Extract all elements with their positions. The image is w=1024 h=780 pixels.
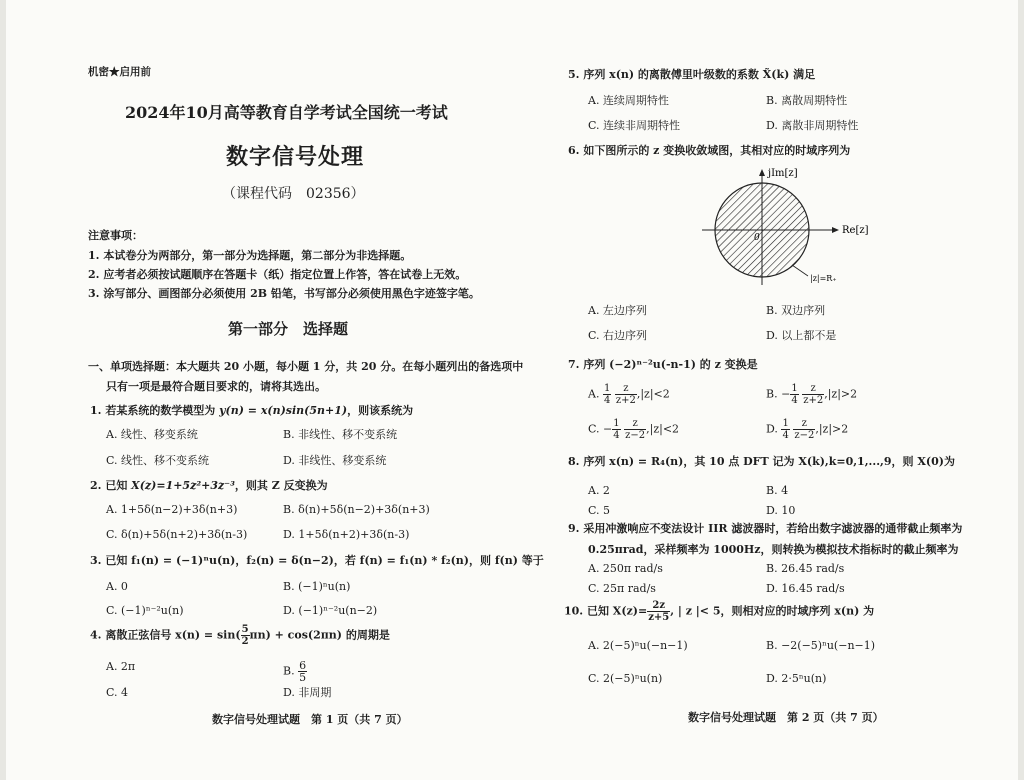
q4-option-c: C. 4 [106, 686, 129, 699]
question-6-stem: 6. 如下图所示的 z 变换收敛域图，其相对应的时域序列为 [568, 144, 851, 157]
q7-option-d: D. $\frac{1}{4}$ $\frac{z}{z-2}$ ,|z|>2 [766, 418, 849, 441]
q7-option-b: B. − $\frac{1}{4}$ $\frac{z}{z+2}$ ,|z|>2 [766, 383, 858, 406]
question-2-stem: 2. 已知 X(z)=1+5z²+3z⁻³，则其 Z 反变换为 [90, 479, 328, 492]
question-3-stem: 3. 已知 f₁(n) = (−1)ⁿu(n)，f₂(n) = δ(n−2)，若 f(n) = f₁(n) * f₂(n)，则 f(n) 等于 [90, 554, 544, 567]
subject-title: 数字信号处理 [226, 144, 365, 170]
confidential-mark: 机密★启用前 [88, 66, 151, 78]
q6-option-d: D. 以上都不是 [766, 329, 837, 342]
q2-option-b: B. δ(n)+5δ(n−2)+3δ(n+3) [283, 503, 430, 516]
notes-title: 注意事项： [88, 229, 143, 242]
page-1-footer: 数字信号处理试题 第 1 页（共 7 页） [212, 713, 408, 726]
q8-option-c: C. 5 [588, 504, 611, 517]
q7-option-a: A. $\frac{1}{4}$ $\frac{z}{z+2}$ ,|z|<2 [588, 383, 670, 406]
q8-option-b: B. 4 [766, 484, 789, 497]
part-title: 第一部分 选择题 [228, 320, 349, 338]
q10-option-b: B. −2(−5)ⁿu(−n−1) [766, 639, 876, 652]
page-2-footer: 数字信号处理试题 第 2 页（共 7 页） [688, 711, 884, 724]
q8-option-a: A. 2 [588, 484, 610, 497]
note-item: 3. 涂写部分、画图部分必须使用 2B 铅笔，书写部分必须使用黑色字迹签字笔。 [88, 287, 480, 300]
q1-option-b: B. 非线性、移不变系统 [283, 428, 398, 441]
q3-option-d: D. (−1)ⁿ⁻²u(n−2) [283, 604, 378, 617]
q5-option-d: D. 离散非周期特性 [766, 119, 859, 132]
question-9-stem: 9. 采用冲激响应不变法设计 IIR 滤波器时，若给出数字滤波器的通带截止频率为 [568, 522, 963, 535]
question-9-stem-cont: 0.25πrad，采样频率为 1000Hz，则转换为模拟技术指标时的截止频率为 [588, 543, 959, 556]
q6-option-a: A. 左边序列 [588, 304, 647, 317]
note-item: 1. 本试卷分为两部分，第一部分为选择题，第二部分为非选择题。 [88, 249, 412, 262]
q8-option-d: D. 10 [766, 504, 796, 517]
q4-option-b: B. $\frac{6}{5}$ [283, 659, 307, 684]
q2-option-a: A. 1+5δ(n−2)+3δ(n+3) [106, 503, 238, 516]
page-2 [512, 0, 1024, 780]
q6-option-b: B. 双边序列 [766, 304, 826, 317]
question-7-stem: 7. 序列 (−2)ⁿ⁻²u(-n-1) 的 z 变换是 [568, 358, 758, 371]
origin-label: 0 [754, 233, 760, 243]
q10-option-d: D. 2·5ⁿu(n) [766, 672, 827, 685]
question-5-stem: 5. 序列 x(n) 的离散傅里叶级数的系数 X̃(k) 满足 [568, 68, 816, 81]
q6-option-c: C. 右边序列 [588, 329, 648, 342]
q2-option-d: D. 1+5δ(n+2)+3δ(n-3) [283, 528, 410, 541]
q9-option-d: D. 16.45 rad/s [766, 582, 845, 595]
q5-option-a: A. 连续周期特性 [588, 94, 669, 107]
q5-option-b: B. 离散周期特性 [766, 94, 848, 107]
question-10-stem: 10. 已知 X(z)= $\frac{2z}{z+5}$ , | z |< 5，则相对应的时域序列 x(n) 为 [564, 600, 875, 623]
q1-option-a: A. 线性、移变系统 [106, 428, 198, 441]
q2-option-c: C. δ(n)+5δ(n+2)+3δ(n-3) [106, 528, 248, 541]
q9-option-c: C. 25π rad/s [588, 582, 656, 595]
radius-label: |z|=R₊ [810, 274, 837, 283]
question-4-stem: 4. 离散正弦信号 x(n) = sin( $\frac{5}{2}$ πn) + cos(2πn) 的周期是 [90, 624, 390, 647]
radius-leader [792, 265, 808, 276]
q9-option-a: A. 250π rad/s [588, 562, 663, 575]
q1-option-c: C. 线性、移不变系统 [106, 454, 210, 467]
q3-option-c: C. (−1)ⁿ⁻²u(n) [106, 604, 184, 617]
course-code: （课程代码 02356） [222, 186, 365, 202]
question-8-stem: 8. 序列 x(n) = R₄(n)，其 10 点 DFT 记为 X(k),k=0,1,...,9，则 X(0)为 [568, 455, 955, 468]
q4-option-a: A. 2π [106, 660, 136, 673]
q5-option-c: C. 连续非周期特性 [588, 119, 681, 132]
q3-option-a: A. 0 [106, 580, 128, 593]
section-intro: 一、单项选择题：本大题共 20 小题，每小题 1 分，共 20 分。在每小题列出的备选项中 [88, 360, 524, 373]
question-1-stem: 1. 若某系统的数学模型为 y(n) = x(n)sin(5n+1)，则该系统为 [90, 404, 414, 417]
q10-option-a: A. 2(−5)ⁿu(−n−1) [588, 639, 688, 652]
q9-option-b: B. 26.45 rad/s [766, 562, 845, 575]
exam-title: 2024年10月高等教育自学考试全国统一考试 [125, 103, 448, 122]
q1-option-d: D. 非线性、移变系统 [283, 454, 387, 467]
q10-option-c: C. 2(−5)ⁿu(n) [588, 672, 663, 685]
re-axis-label: Re[z] [842, 225, 869, 236]
q4-option-d: D. 非周期 [283, 686, 332, 699]
roc-figure [692, 160, 892, 290]
section-intro: 只有一项是最符合题目要求的，请将其选出。 [106, 380, 326, 393]
q7-option-c: C. − $\frac{1}{4}$ $\frac{z}{z-2}$ ,|z|<2 [588, 418, 680, 441]
q3-option-b: B. (−1)ⁿu(n) [283, 580, 351, 593]
im-axis-arrow-icon [759, 169, 765, 176]
im-axis-label: jIm[z] [768, 168, 798, 179]
note-item: 2. 应考者必须按试题顺序在答题卡（纸）指定位置上作答，答在试卷上无效。 [88, 268, 467, 281]
re-axis-arrow-icon [832, 227, 839, 233]
